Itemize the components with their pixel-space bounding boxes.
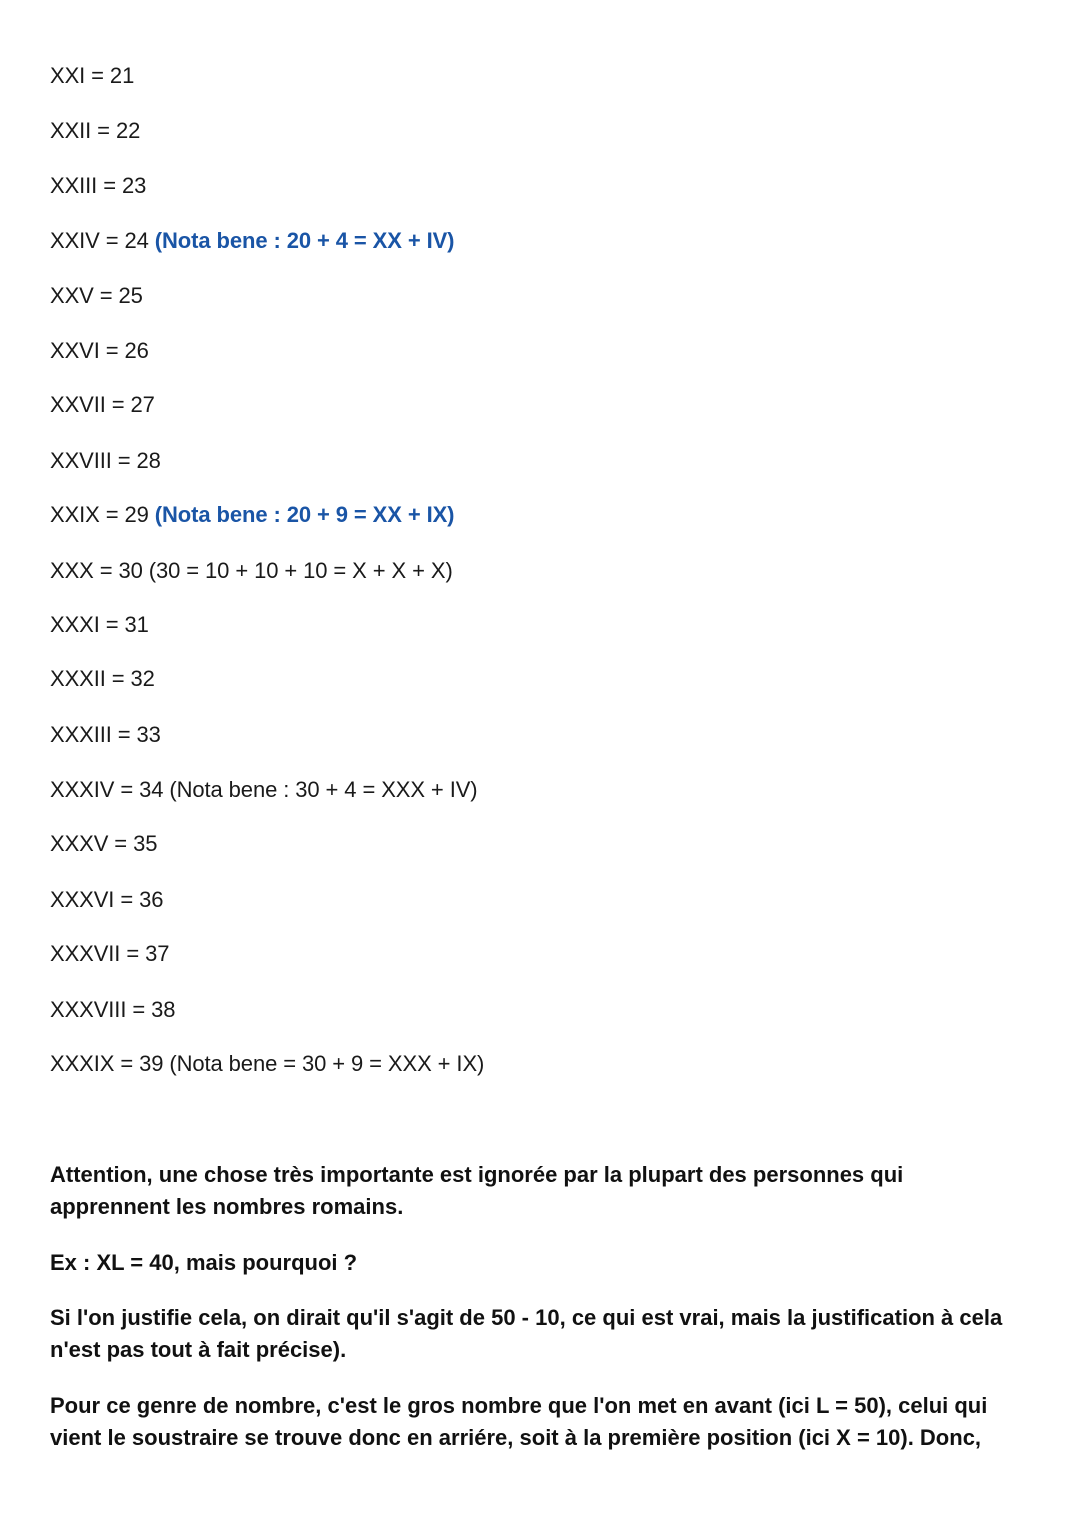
attention-paragraph: Attention, une chose très importante est ignorée par la plupart des personnes qui apprennent les nombres romains.	[50, 1162, 904, 1219]
numeral-line-21: XXI = 21	[50, 63, 135, 88]
nota-bene-highlight: (Nota bene : 20 + 9 = XX + IX)	[154, 502, 455, 527]
numeral-line-32: XXXII = 32	[50, 666, 155, 691]
numeral-line-23: XXIII = 23	[50, 173, 147, 198]
numeral-line-38: XXXVIII = 38	[50, 997, 176, 1022]
numeral-line-26: XXVI = 26	[50, 338, 149, 363]
numeral-line-35: XXXV = 35	[50, 831, 158, 856]
numeral-line-25: XXV = 25	[50, 283, 143, 308]
example-paragraph: Ex : XL = 40, mais pourquoi ?	[50, 1250, 358, 1275]
explanation-paragraph: Pour ce genre de nombre, c'est le gros nombre que l'on met en avant (ici L = 50), celui qui vient le soustraire se trouve donc en arriére, soit à la première position (ici X = 10). Donc,	[50, 1393, 988, 1450]
numeral-line-36: XXXVI = 36	[50, 887, 164, 912]
numeral-line-33: XXXIII = 33	[50, 722, 161, 747]
numeral-line-22: XXII = 22	[50, 118, 141, 143]
numeral-line-31: XXXI = 31	[50, 612, 149, 637]
numeral-line-30: XXX = 30 (30 = 10 + 10 + 10 = X + X + X)	[50, 558, 453, 583]
justification-paragraph: Si l'on justifie cela, on dirait qu'il s'agit de 50 - 10, ce qui est vrai, mais la justification à cela n'est pas tout à fait précise).	[50, 1305, 1003, 1362]
numeral-line-28: XXVIII = 28	[50, 448, 161, 473]
numeral-line-27: XXVII = 27	[50, 392, 155, 417]
numeral-line-39: XXXIX = 39 (Nota bene = 30 + 9 = XXX + IX)	[50, 1051, 485, 1076]
nota-bene-highlight: (Nota bene : 20 + 4 = XX + IV)	[154, 228, 455, 253]
numeral-line-29: XXIX = 29 (Nota bene : 20 + 9 = XX + IX)	[50, 502, 455, 527]
numeral-line-24: XXIV = 24 (Nota bene : 20 + 4 = XX + IV)	[50, 228, 455, 253]
numeral-line-37: XXXVII = 37	[50, 941, 170, 966]
numeral-line-34: XXXIV = 34 (Nota bene : 30 + 4 = XXX + IV)	[50, 777, 478, 802]
